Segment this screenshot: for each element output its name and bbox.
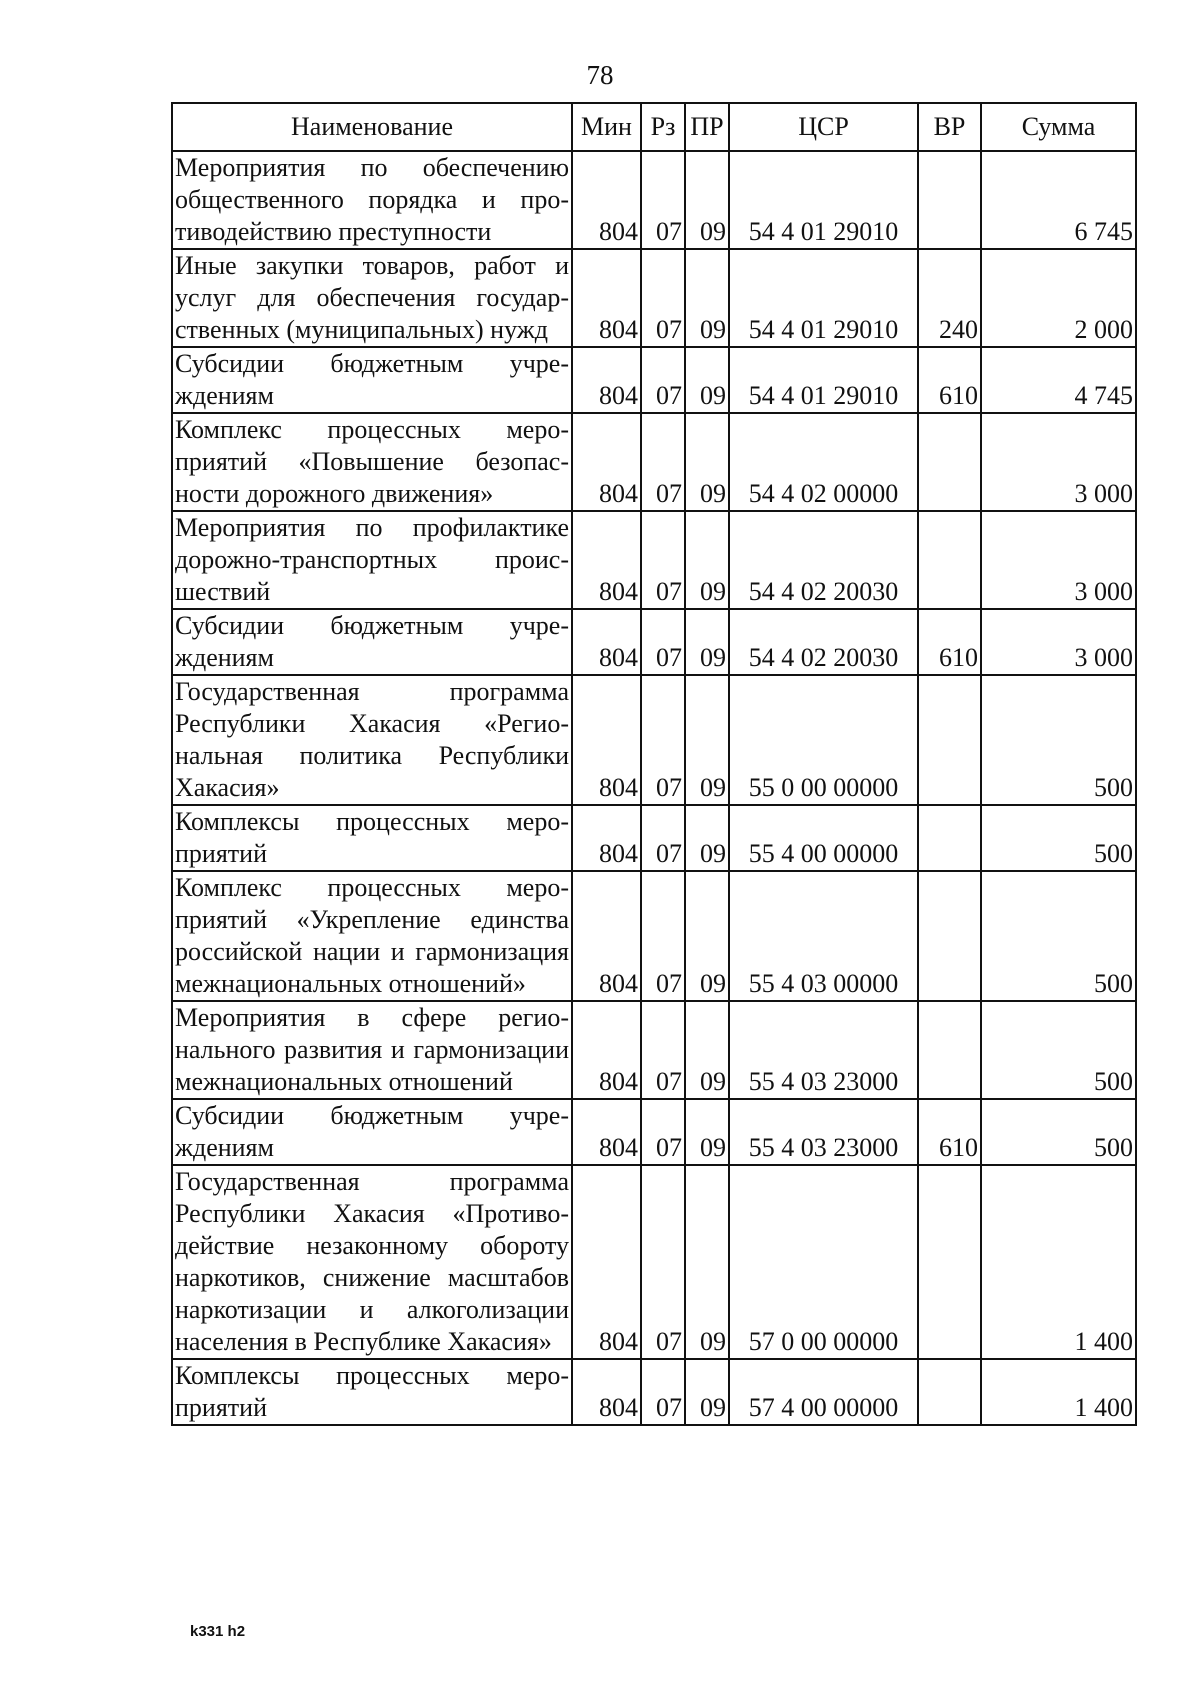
row-sum: 3 000 [981, 609, 1136, 675]
row-csr: 55 4 00 00000 [729, 805, 918, 871]
table-row [172, 151, 1136, 249]
header-min: Мин [572, 103, 641, 151]
document-code: k331 h2 [190, 1623, 246, 1640]
row-name: Субсидии бюджетным учреждениям [172, 1099, 572, 1165]
table-row [172, 675, 1136, 805]
row-csr: 54 4 01 29010 [729, 249, 918, 347]
row-vr: 610 [918, 609, 981, 675]
row-name: Иные закупки товаров, работ и услуг для обеспечения государственных (муниципальных) нужд [172, 249, 572, 347]
row-name: Мероприятия по профилактике дорожно-транспортных происшествий [172, 511, 572, 609]
row-vr [918, 1001, 981, 1099]
table-header-row [172, 103, 1136, 151]
row-sum: 500 [981, 1099, 1136, 1165]
row-min: 804 [572, 871, 641, 1001]
row-vr: 610 [918, 347, 981, 413]
row-vr [918, 413, 981, 511]
table-row [172, 511, 1136, 609]
row-rz: 07 [641, 1165, 685, 1359]
row-name: Комплекс процессных мероприятий «Повышение безопасности дорожного движения» [172, 413, 572, 511]
row-min: 804 [572, 413, 641, 511]
row-rz: 07 [641, 1359, 685, 1425]
table-row [172, 347, 1136, 413]
row-csr: 55 4 03 00000 [729, 871, 918, 1001]
row-pr: 09 [685, 1359, 729, 1425]
row-vr [918, 151, 981, 249]
row-min: 804 [572, 1165, 641, 1359]
header-vr: ВР [918, 103, 981, 151]
row-min: 804 [572, 675, 641, 805]
row-vr: 240 [918, 249, 981, 347]
row-name: Комплексы процессных мероприятий [172, 1359, 572, 1425]
row-csr: 57 0 00 00000 [729, 1165, 918, 1359]
row-name: Субсидии бюджетным учреждениям [172, 609, 572, 675]
row-csr: 54 4 01 29010 [729, 151, 918, 249]
row-rz: 07 [641, 805, 685, 871]
row-name: Комплексы процессных мероприятий [172, 805, 572, 871]
header-csr: ЦСР [729, 103, 918, 151]
row-csr: 55 4 03 23000 [729, 1099, 918, 1165]
row-name: Государственная программа Республики Хакасия «Противодействие незаконному обороту наркотиков, снижение масштабов наркотизации и алкоголизации населения в Республике Хакасия» [172, 1165, 572, 1359]
row-pr: 09 [685, 413, 729, 511]
row-pr: 09 [685, 675, 729, 805]
row-sum: 500 [981, 805, 1136, 871]
budget-table [171, 102, 1137, 1426]
table-row [172, 871, 1136, 1001]
row-vr [918, 675, 981, 805]
row-min: 804 [572, 1001, 641, 1099]
row-min: 804 [572, 1099, 641, 1165]
row-rz: 07 [641, 871, 685, 1001]
row-pr: 09 [685, 1099, 729, 1165]
row-rz: 07 [641, 151, 685, 249]
row-min: 804 [572, 151, 641, 249]
table-row [172, 1165, 1136, 1359]
row-vr [918, 871, 981, 1001]
page-number: 78 [586, 60, 614, 90]
row-rz: 07 [641, 347, 685, 413]
row-csr: 57 4 00 00000 [729, 1359, 918, 1425]
row-sum: 500 [981, 675, 1136, 805]
row-pr: 09 [685, 151, 729, 249]
row-min: 804 [572, 511, 641, 609]
header-pr: ПР [685, 103, 729, 151]
row-pr: 09 [685, 805, 729, 871]
row-rz: 07 [641, 413, 685, 511]
row-name: Мероприятия по обеспечению общественного порядка и противодействию преступности [172, 151, 572, 249]
header-sum: Сумма [981, 103, 1136, 151]
row-vr [918, 805, 981, 871]
row-min: 804 [572, 249, 641, 347]
row-sum: 2 000 [981, 249, 1136, 347]
header-rz: Рз [641, 103, 685, 151]
row-name: Субсидии бюджетным учреждениям [172, 347, 572, 413]
row-pr: 09 [685, 871, 729, 1001]
table-row [172, 1099, 1136, 1165]
table-row [172, 249, 1136, 347]
row-vr [918, 1165, 981, 1359]
table-row [172, 413, 1136, 511]
row-csr: 55 0 00 00000 [729, 675, 918, 805]
row-min: 804 [572, 347, 641, 413]
row-sum: 1 400 [981, 1359, 1136, 1425]
row-sum: 500 [981, 1001, 1136, 1099]
row-csr: 54 4 02 00000 [729, 413, 918, 511]
row-rz: 07 [641, 1099, 685, 1165]
row-csr: 55 4 03 23000 [729, 1001, 918, 1099]
table-row [172, 1001, 1136, 1099]
row-pr: 09 [685, 1001, 729, 1099]
row-rz: 07 [641, 675, 685, 805]
row-min: 804 [572, 805, 641, 871]
row-vr [918, 1359, 981, 1425]
row-name: Комплекс процессных мероприятий «Укрепление единства российской нации и гармонизация межнациональных отношений» [172, 871, 572, 1001]
row-pr: 09 [685, 249, 729, 347]
row-csr: 54 4 01 29010 [729, 347, 918, 413]
row-sum: 6 745 [981, 151, 1136, 249]
table-row [172, 1359, 1136, 1425]
row-pr: 09 [685, 347, 729, 413]
header-name: Наименование [172, 103, 572, 151]
row-sum: 4 745 [981, 347, 1136, 413]
row-name: Государственная программа Республики Хакасия «Региональная политика Республики Хакасия» [172, 675, 572, 805]
row-sum: 500 [981, 871, 1136, 1001]
row-rz: 07 [641, 511, 685, 609]
row-min: 804 [572, 1359, 641, 1425]
row-rz: 07 [641, 609, 685, 675]
row-pr: 09 [685, 1165, 729, 1359]
row-csr: 54 4 02 20030 [729, 609, 918, 675]
row-min: 804 [572, 609, 641, 675]
row-vr [918, 511, 981, 609]
row-name: Мероприятия в сфере регионального развития и гармонизации межнациональных отношений [172, 1001, 572, 1099]
row-sum: 3 000 [981, 511, 1136, 609]
row-rz: 07 [641, 1001, 685, 1099]
row-pr: 09 [685, 511, 729, 609]
row-csr: 54 4 02 20030 [729, 511, 918, 609]
row-vr: 610 [918, 1099, 981, 1165]
row-sum: 3 000 [981, 413, 1136, 511]
row-sum: 1 400 [981, 1165, 1136, 1359]
table-row [172, 609, 1136, 675]
row-pr: 09 [685, 609, 729, 675]
row-rz: 07 [641, 249, 685, 347]
table-row [172, 805, 1136, 871]
